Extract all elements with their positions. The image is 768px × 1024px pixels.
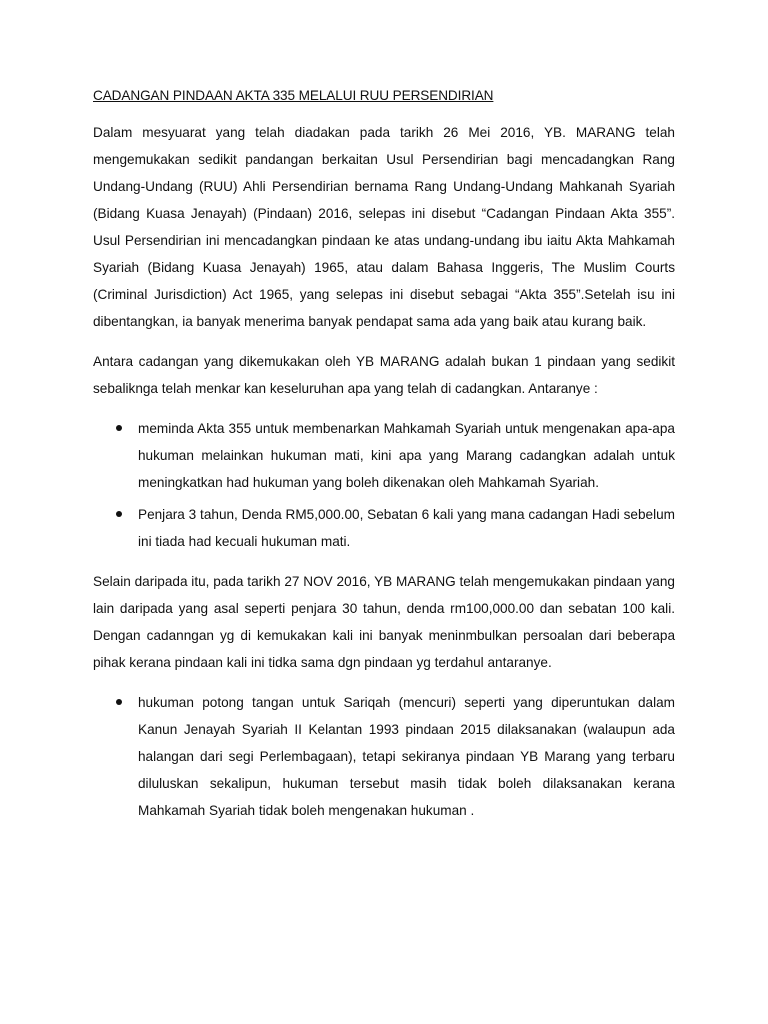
list-item-text: hukuman potong tangan untuk Sariqah (mencuri) seperti yang diperuntukan dalam Kanun Jenayah Syariah II Kelantan 1993 pindaan 2015 dilaksanakan (walaupun ada halangan dari segi Perlembagaan), tetapi sekiranya pindaan YB Marang yang terbaru diluluskan sekalipun, hukuman tersebut masih tidak boleh dilaksanakan kerana Mahkamah Syariah tidak boleh mengenakan hukuman . xyxy=(138,695,675,818)
document-title: CADANGAN PINDAAN AKTA 335 MELALUI RUU PERSENDIRIAN xyxy=(93,88,494,103)
bullet-icon xyxy=(116,425,122,431)
intro-paragraph: Dalam mesyuarat yang telah diadakan pada tarikh 26 Mei 2016, YB. MARANG telah mengemukakan sedikit pandangan berkaitan Usul Persendirian bagi mencadangkan Rang Undang-Undang (RUU) Ahli Persendirian bernama Rang Undang-Undang Mahkanah Syariah (Bidang Kuasa Jenayah) (Pindaan) 2016, selepas ini disebut “Cadangan Pindaan Akta 355”. Usul Persendirian ini mencadangkan pindaan ke atas undang-undang ibu iaitu Akta Mahkamah Syariah (Bidang Kuasa Jenayah) 1965, atau dalam Bahasa Inggeris, The Muslim Courts (Criminal Jurisdiction) Act 1965, yang selepas ini disebut sebagai “Akta 355”.Setelah isu ini dibentangkan, ia banyak menerima banyak pendapat sama ada yang baik atau kurang baik. xyxy=(93,125,675,329)
list-item xyxy=(93,689,675,824)
amendment-paragraph: Selain daripada itu, pada tarikh 27 NOV 2016, YB MARANG telah mengemukakan pindaan yang lain daripada yang asal seperti penjara 30 tahun, denda rm100,000.00 dan sebatan 100 kali. Dengan cadanngan yg di kemukakan kali ini banyak meninmbulkan persoalan dari beberapa pihak kerana pindaan kali ini tidka sama dgn pindaan yg terdahul antaranye. xyxy=(93,574,675,670)
list-item xyxy=(93,501,675,555)
document-body xyxy=(93,86,675,837)
list-item-text: Penjara 3 tahun, Denda RM5,000.00, Sebatan 6 kali yang mana cadangan Hadi sebelum ini tiada had kecuali hukuman mati. xyxy=(138,507,675,549)
proposal-paragraph: Antara cadangan yang dikemukakan oleh YB MARANG adalah bukan 1 pindaan yang sedikit sebalikngа telah menkar kan keseluruhan apa yang telah di cadangkan. Antaranye : xyxy=(93,354,675,396)
proposal-list xyxy=(93,415,675,555)
bullet-icon xyxy=(116,511,122,517)
bullet-icon xyxy=(116,699,122,705)
list-item-text: meminda Akta 355 untuk membenarkan Mahkamah Syariah untuk mengenakan apa-apa hukuman melainkan hukuman mati, kini apa yang Marang cadangkan adalah untuk meningkatkan had hukuman yang boleh dikenakan oleh Mahkamah Syariah. xyxy=(138,421,675,490)
issues-list xyxy=(93,689,675,824)
list-item xyxy=(93,415,675,496)
